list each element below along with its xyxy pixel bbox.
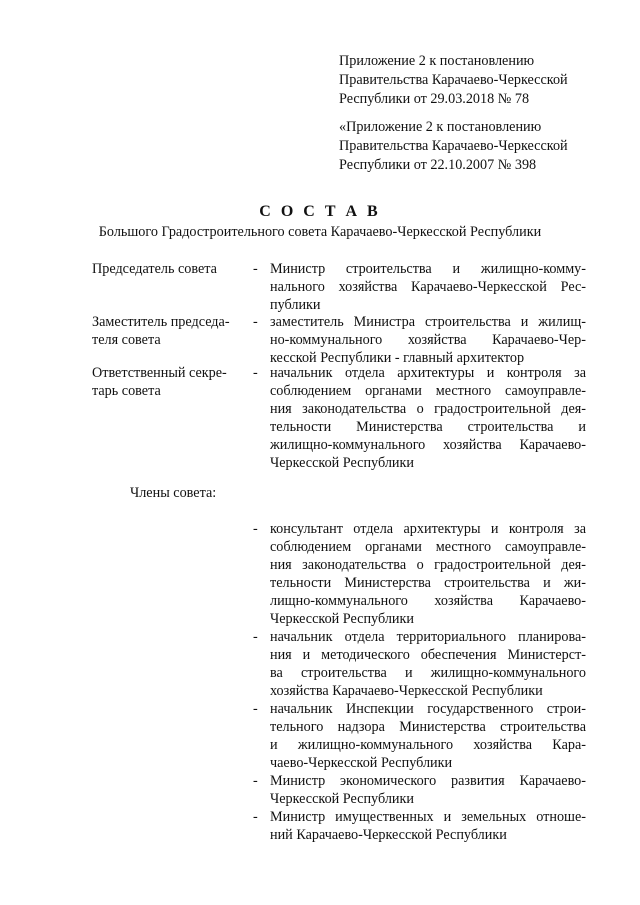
appendix-line: Республики от 29.03.2018 № 78	[339, 91, 530, 107]
description-line: Министр экономического развития Карачаево-	[270, 773, 586, 789]
description-line: тельности Министерства строительства и жи-	[270, 575, 586, 591]
description-line: Черкесской Республики	[270, 611, 414, 627]
description-line: Министр строительства и жилищно-комму-	[270, 261, 586, 277]
appendix-line: Приложение 2 к постановлению	[339, 53, 535, 69]
description-line: консультант отдела архитектуры и контроля за	[270, 521, 586, 537]
description-line: начальник Инспекции государственного строи-	[270, 701, 586, 717]
description-line: ния и методического обеспечения Министерст-	[270, 647, 586, 663]
document-title: С О С Т А В	[259, 203, 381, 220]
dash: -	[253, 809, 258, 825]
description-line: чаево-Черкесской Республики	[270, 755, 453, 771]
description-line: публики	[270, 297, 321, 313]
description-line: соблюдением органами местного самоуправле-	[270, 539, 586, 555]
description-line: ва строительства и жилищно-коммунального	[270, 665, 586, 681]
position-line: тарь совета	[92, 383, 161, 399]
position-line: Заместитель председа-	[92, 314, 230, 330]
dash: -	[253, 629, 258, 645]
members-heading: Члены совета:	[130, 485, 217, 501]
dash: -	[253, 314, 258, 330]
description-line: ния законодательства о градостроительной дея-	[270, 401, 586, 417]
description-line: Министр имущественных и земельных отноше-	[270, 809, 586, 825]
description-line: но-коммунального хозяйства Карачаево-Чер-	[270, 332, 586, 348]
description-line: Черкесской Республики	[270, 791, 414, 807]
position-line: Председатель совета	[92, 261, 217, 277]
description-line: лищно-коммунального хозяйства Карачаево-	[270, 593, 586, 609]
description-chairman	[270, 260, 586, 314]
position-deputy	[92, 313, 252, 349]
appendix-note-current	[339, 52, 599, 109]
description-line: и жилищно-коммунального хозяйства Кара-	[270, 737, 586, 753]
dash: -	[253, 773, 258, 789]
description-deputy	[270, 313, 586, 367]
appendix-note-original	[339, 118, 599, 175]
position-secretary	[92, 364, 252, 400]
description-line: кесской Республики - главный архитектор	[270, 350, 525, 366]
dash: -	[253, 521, 258, 537]
description-line: тельности Министерства строительства и	[270, 419, 586, 435]
description-member	[270, 808, 586, 844]
appendix-line: Правительства Карачаево-Черкесской	[339, 138, 568, 154]
description-line: ния законодательства о градостроительной дея-	[270, 557, 586, 573]
description-line: жилищно-коммунального хозяйства Карачаево-	[270, 437, 586, 453]
description-member	[270, 772, 586, 808]
dash: -	[253, 365, 258, 381]
description-line: нального хозяйства Карачаево-Черкесской Рес-	[270, 279, 586, 295]
appendix-line: Республики от 22.10.2007 № 398	[339, 157, 537, 173]
position-line: теля совета	[92, 332, 161, 348]
position-chairman	[92, 260, 252, 278]
description-line: соблюдением органами местного самоуправле-	[270, 383, 586, 399]
dash: -	[253, 261, 258, 277]
description-line: начальник отдела территориального планирова-	[270, 629, 586, 645]
appendix-line: «Приложение 2 к постановлению	[339, 119, 542, 135]
description-line: начальник отдела архитектуры и контроля за	[270, 365, 586, 381]
document-subtitle: Большого Градостроительного совета Карачаево-Черкесской Республики	[98, 224, 542, 240]
description-member	[270, 700, 586, 772]
position-line: Ответственный секре-	[92, 365, 227, 381]
description-secretary	[270, 364, 586, 472]
description-line: Черкесской Республики	[270, 455, 414, 471]
appendix-line: Правительства Карачаево-Черкесской	[339, 72, 568, 88]
description-line: заместитель Министра строительства и жилищ-	[270, 314, 586, 330]
description-line: тельного надзора Министерства строительства	[270, 719, 586, 735]
description-line: ний Карачаево-Черкесской Республики	[270, 827, 507, 843]
dash: -	[253, 701, 258, 717]
description-member	[270, 628, 586, 700]
description-member	[270, 520, 586, 628]
description-line: хозяйства Карачаево-Черкесской Республики	[270, 683, 543, 699]
